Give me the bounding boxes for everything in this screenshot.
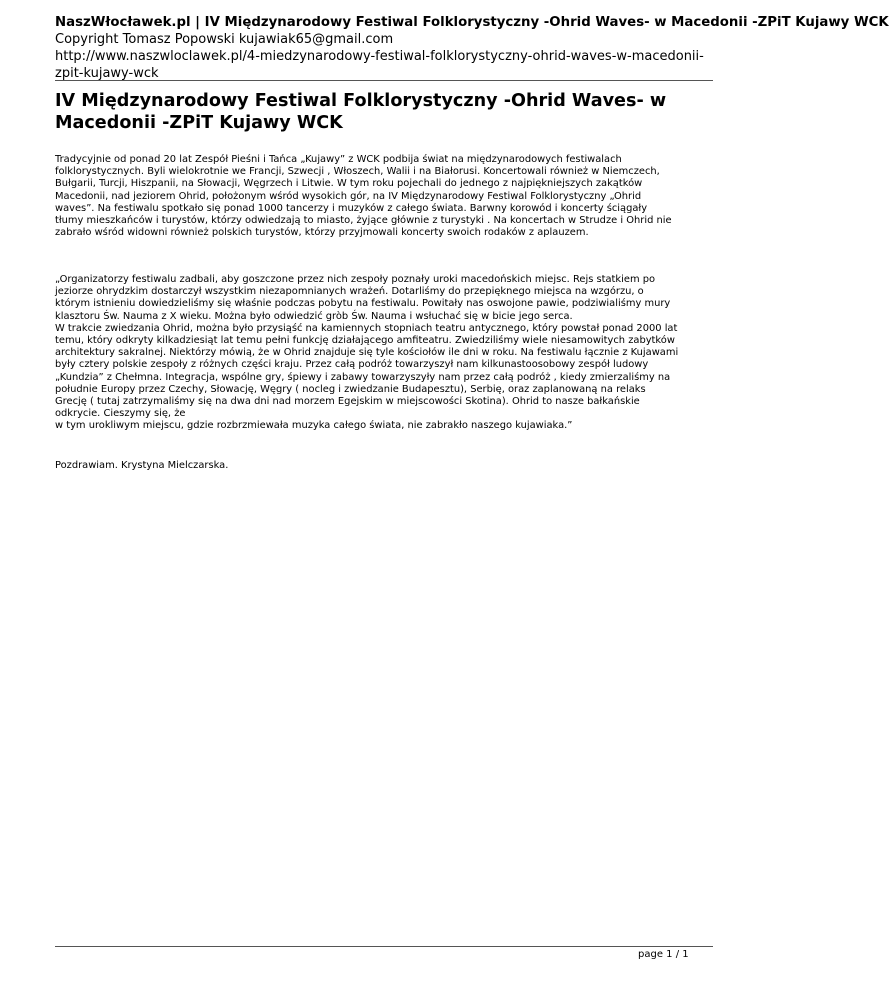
article-signature: Pozdrawiam. Krystyna Mielczarska. <box>55 460 229 471</box>
source-url: http://www.naszwloclawek.pl/4-miedzynarodowy-festiwal-folklorystyczny-ohrid-waves-w-macedonii-zpit-kujawy-wck <box>55 49 704 81</box>
header-divider <box>55 80 713 81</box>
document-header <box>55 14 889 82</box>
site-title: NaszWłocławek.pl | IV Międzynarodowy Festiwal Folklorystyczny -Ohrid Waves- w Macedonii -ZPiT Kujawy WCK <box>55 15 889 30</box>
footer-divider <box>55 946 713 947</box>
page-number: page 1 / 1 <box>638 949 689 960</box>
article-paragraph-1: Tradycyjnie od ponad 20 lat Zespół Pieśni i Tańca „Kujawy” z WCK podbija świat na międzynarodowych festiwalach folklorystycznych. Byli wielokrotnie we Francji, Szwecji , Włoszech, Walii i na Białorusi. Koncertowali również w Niemczech, Bułgarii, Turcji, Hiszpanii, na Słowacji, Węgrzech i Litwie. W tym roku pojechali do jednego z najpiękniejszych zakątków Macedonii, nad jeziorem Ohrid, położonym wśród wysokich gór, na IV Międzynarodowy Festiwal Folklorystyczny „Ohrid waves”. Na festiwalu spotkało się ponad 1000 tancerzy i muzyków z całego świata. Barwny korowód i koncerty ściągały tłumy mieszkańców i turystów, którzy odwiedzają to miasto, żyjące głównie z turystyki . Na koncertach w Strudze i Ohrid nie zabrało wśród widowni również polskich turystów, którzy przyjmowali koncerty swoich rodaków z aplauzem. <box>55 154 672 239</box>
copyright-line: Copyright Tomasz Popowski kujawiak65@gmail.com <box>55 32 394 47</box>
article-paragraph-2: „Organizatorzy festiwalu zadbali, aby goszczone przez nich zespoły poznały uroki macedońskich miejsc. Rejs statkiem po jeziorze ohrydzkim dostarczył wszystkim niezapomnianych wrażeń. Dotarliśmy do przepięknego miejsca na wzgórzu, o którym istnieniu dowiedzieliśmy się właśnie podczas pobytu na festiwalu. Powitały nas oswojone pawie, podziwialiśmy mury klasztoru Św. Nauma z X wieku. Można było odwiedzić gròb Św. Nauma i wsłuchać się w bicie jego serca. W trakcie zwiedzania Ohrid, można było przysiąść na kamiennych stopniach teatru antycznego, który powstał ponad 2000 lat temu, który odkryty kilkadziesiąt lat temu pełni funkcję działającego amfiteatru. Zwiedziliśmy wiele niesamowitych zabytków architektury sakralnej. Niektórzy mówią, że w Ohrid znajduje się tyle kościołów ile dni w roku. Na festiwalu łącznie z Kujawami były cztery polskie zespoły z różnych części kraju. Przez całą podróż towarzyszył nam kilkunastoosobowy zespół ludowy „Kundzia” z Chełmna. Integracja, wspólne gry, śpiewy i zabawy towarzyszyły nam przez całą podróż , kiedy zmierzaliśmy na południe Europy przez Czechy, Słowację, Węgry ( nocleg i zwiedzanie Budapesztu), Serbię, oraz zaplanowaną na relaks Grecję ( tutaj zatrzymaliśmy się na dwa dni nad morzem Egejskim w miejscowości Skotina). Ohrid to nasze bałkańskie odkrycie. Cieszymy się, że w tym urokliwym miejscu, gdzie rozbrzmiewała muzyka całego świata, nie zabrakło naszego kujawiaka.” <box>55 274 679 432</box>
article-title: IV Międzynarodowy Festiwal Folklorystyczny -Ohrid Waves- w Macedonii -ZPiT Kujawy WCK <box>55 91 667 133</box>
